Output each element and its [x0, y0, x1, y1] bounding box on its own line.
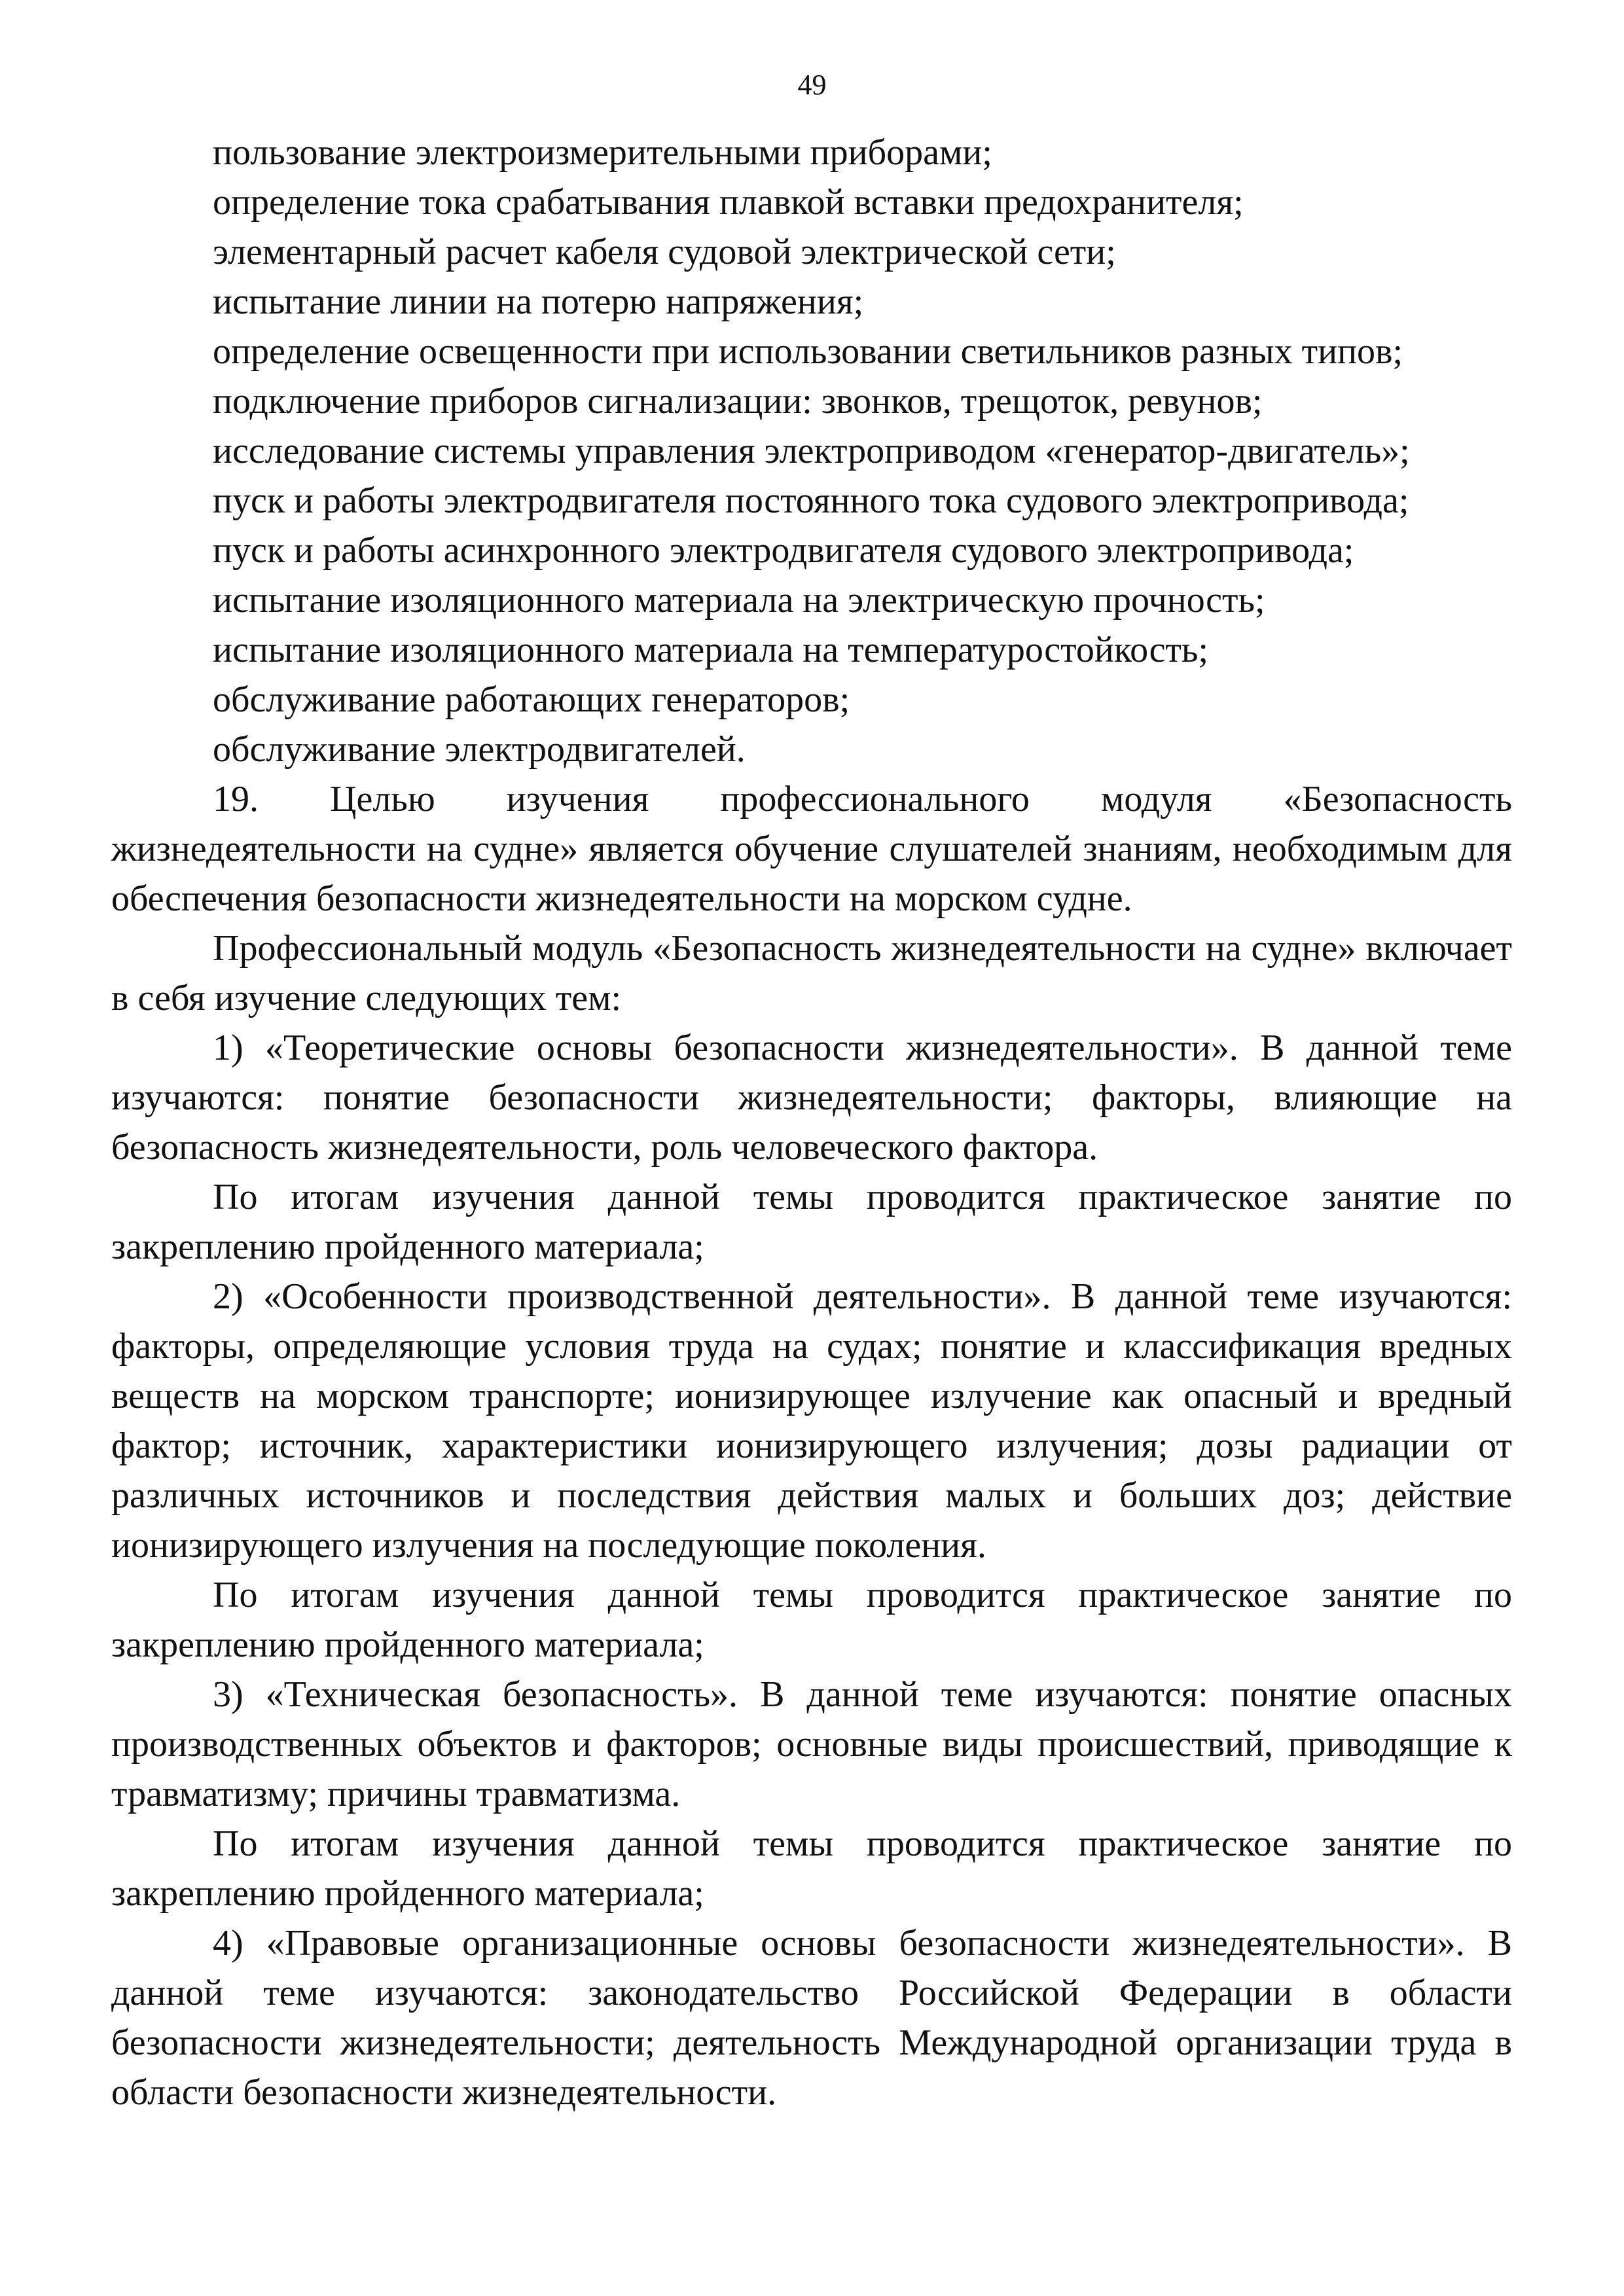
list-item: определение освещенности при использовании светильников разных типов; — [213, 331, 1403, 372]
list-item: пользование электроизмерительными приборами; — [213, 132, 992, 173]
paragraph-topic-4: 4) «Правовые организационные основы безопасности жизнедеятельности». В данной теме изучаются: законодательство Российской Федерации в области безопасности жизнедеятельности; деятельность Международной организации труда в области безопасности жизнедеятельности. — [111, 1923, 1512, 2113]
paragraph-topic-3-practice: По итогам изучения данной темы проводится практическое занятие по закреплению пройденного материала; — [111, 1823, 1512, 1914]
document-body — [111, 128, 1512, 2117]
page-number: 49 — [797, 69, 827, 101]
list-item: определение тока срабатывания плавкой вставки предохранителя; — [213, 182, 1244, 223]
list-item: обслуживание работающих генераторов; — [213, 679, 850, 720]
list-item: испытание линии на потерю напряжения; — [213, 281, 864, 322]
practical-work-list — [111, 128, 1512, 774]
list-item: элементарный расчет кабеля судовой электрической сети; — [213, 232, 1116, 272]
paragraph-module-goal: 19. Целью изучения профессионального модуля «Безопасность жизнедеятельности на судне» является обучение слушателей знаниям, необходимым для обеспечения безопасности жизнедеятельности на морском судне. — [111, 779, 1512, 919]
list-item: пуск и работы электродвигателя постоянного тока судового электропривода; — [213, 480, 1409, 521]
list-item: пуск и работы асинхронного электродвигателя судового электропривода; — [213, 530, 1354, 571]
list-item: подключение приборов сигнализации: звонков, трещоток, ревунов; — [213, 381, 1263, 422]
list-item: исследование системы управления электроприводом «генератор-двигатель»; — [213, 431, 1410, 471]
list-item: обслуживание электродвигателей. — [213, 729, 746, 770]
paragraph-topic-1-practice: По итогам изучения данной темы проводится практическое занятие по закреплению пройденного материала; — [111, 1177, 1512, 1267]
list-item: испытание изоляционного материала на электрическую прочность; — [213, 580, 1265, 620]
list-item: испытание изоляционного материала на температуростойкость; — [213, 630, 1208, 670]
paragraph-module-topics-intro: Профессиональный модуль «Безопасность жизнедеятельности на судне» включает в себя изучение следующих тем: — [111, 928, 1512, 1018]
paragraph-topic-3: 3) «Техническая безопасность». В данной теме изучаются: понятие опасных производственных объектов и факторов; основные виды происшествий, приводящие к травматизму; причины травматизма. — [111, 1674, 1512, 1814]
paragraph-topic-1: 1) «Теоретические основы безопасности жизнедеятельности». В данной теме изучаются: понятие безопасности жизнедеятельности; факторы, влияющие на безопасность жизнедеятельности, роль человеческого фактора. — [111, 1028, 1512, 1168]
paragraph-topic-2-practice: По итогам изучения данной темы проводится практическое занятие по закреплению пройденного материала; — [111, 1575, 1512, 1665]
paragraph-topic-2: 2) «Особенности производственной деятельности». В данной теме изучаются: факторы, определяющие условия труда на судах; понятие и классификация вредных веществ на морском транспорте; ионизирующее излучение как опасный и вредный фактор; источник, характеристики ионизирующего излучения; дозы радиации от различных источников и последствия действия малых и больших доз; действие ионизирующего излучения на последующие поколения. — [111, 1276, 1512, 1566]
